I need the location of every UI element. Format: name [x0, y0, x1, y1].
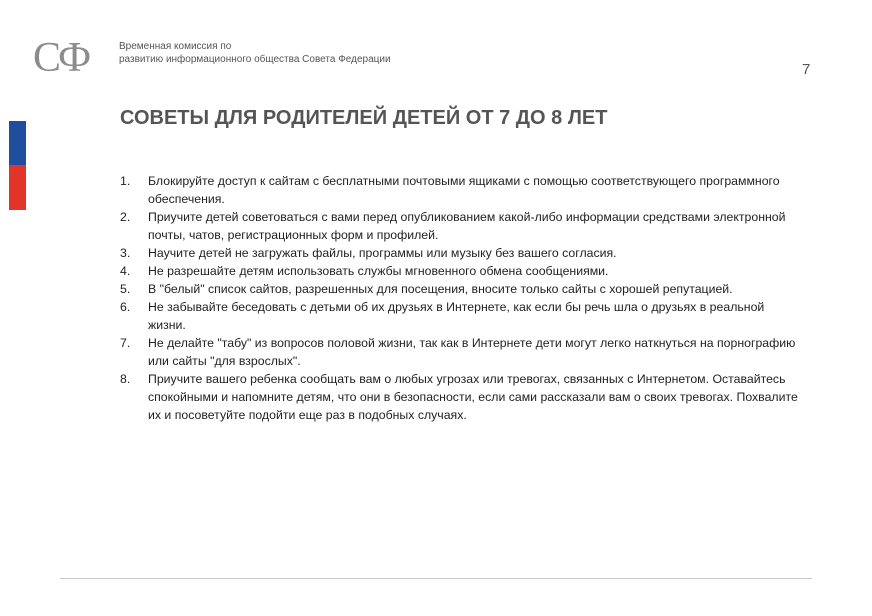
tip-text: Приучите детей советоваться с вами перед опубликованием какой-либо информации средствами электронной почты, чатов, регистрационных форм и профилей. — [148, 210, 786, 242]
tip-text: В "белый" список сайтов, разрешенных для посещения, вносите только сайты с хорошей репутацией. — [148, 282, 733, 296]
tip-item — [120, 370, 800, 424]
tip-number: 4. — [120, 264, 131, 278]
tip-number: 6. — [120, 300, 131, 314]
tip-item — [120, 208, 800, 244]
flag-red-band — [9, 165, 26, 210]
flag-white-band — [9, 76, 26, 121]
tip-text: Приучите вашего ребенка сообщать вам о любых угрозах или тревогах, связанных с Интернетом. Оставайтесь спокойными и напомните детям, что они в безопасности, если сами рассказали вам о своих тревогах. Похвалите их и посоветуйте подойти еще раз в подобных случаях. — [148, 372, 798, 422]
tip-number: 7. — [120, 336, 131, 350]
flag-blue-band — [9, 121, 26, 166]
tip-number: 3. — [120, 246, 131, 260]
slide-title: СОВЕТЫ ДЛЯ РОДИТЕЛЕЙ ДЕТЕЙ ОТ 7 ДО 8 ЛЕТ — [120, 107, 608, 129]
organization-name — [119, 40, 391, 66]
footer-divider — [60, 578, 812, 579]
tip-number: 1. — [120, 174, 131, 188]
tip-text: Не делайте "табу" из вопросов половой жизни, так как в Интернете дети могут легко наткнуться на порнографию или сайты "для взрослых". — [148, 336, 796, 368]
tip-text: Не разрешайте детям использовать службы мгновенного обмена сообщениями. — [148, 264, 609, 278]
organization-name-line-1: Временная комиссия по — [119, 41, 232, 52]
tip-text: Не забывайте беседовать с детьми об их друзьях в Интернете, как если бы речь шла о друзьях в реальной жизни. — [148, 300, 765, 332]
tip-text: Научите детей не загружать файлы, программы или музыку без вашего согласия. — [148, 246, 617, 260]
tip-item — [120, 280, 800, 298]
tips-list — [120, 172, 800, 424]
tip-item — [120, 244, 800, 262]
tip-item — [120, 334, 800, 370]
tip-number: 8. — [120, 372, 131, 386]
russian-flag-stripe — [9, 76, 26, 210]
page-number: 7 — [802, 61, 811, 78]
tip-number: 5. — [120, 282, 131, 296]
organization-name-line-2: развитию информационного общества Совета Федерации — [119, 54, 391, 65]
tip-item — [120, 262, 800, 280]
tip-item — [120, 298, 800, 334]
tip-number: 2. — [120, 210, 131, 224]
tip-item — [120, 172, 800, 208]
tip-text: Блокируйте доступ к сайтам с бесплатными почтовыми ящиками с помощью соответствующего программного обеспечения. — [148, 174, 780, 206]
logo: СФ — [33, 35, 89, 81]
